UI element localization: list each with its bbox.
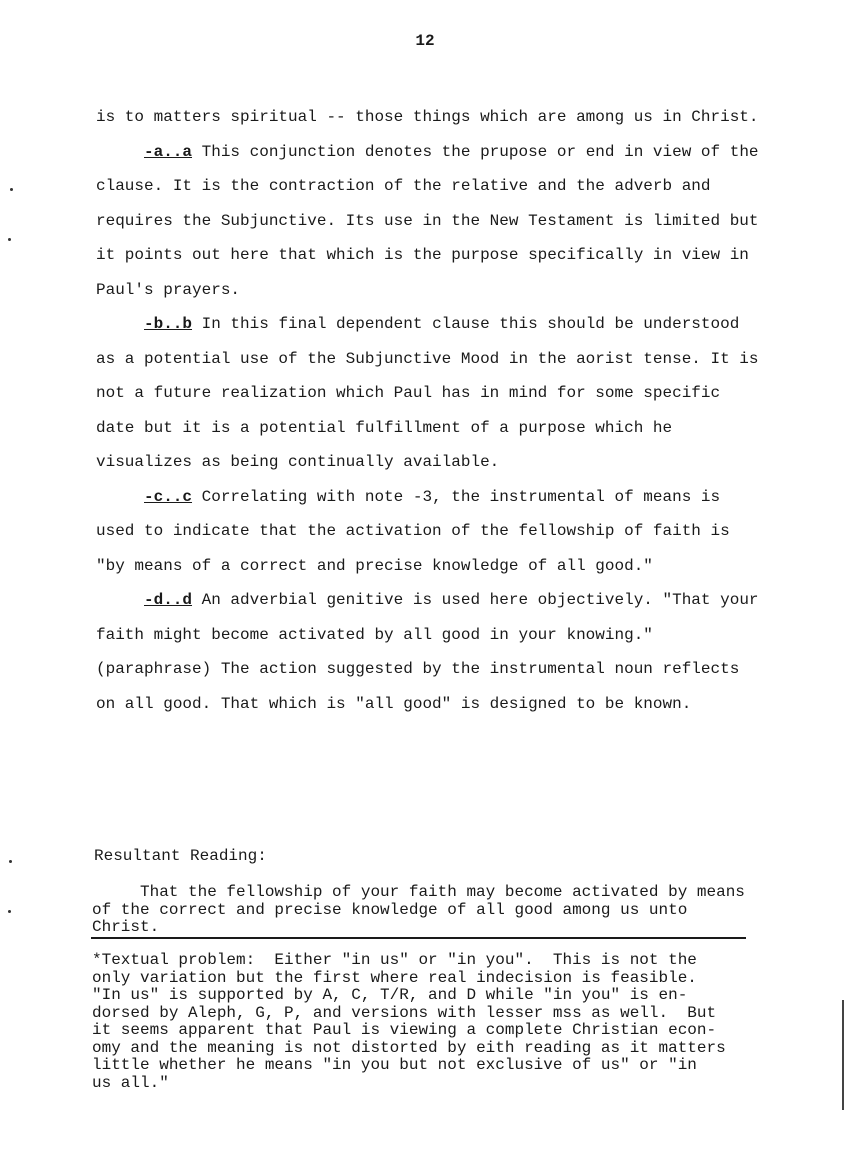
intro-paragraph: is to matters spiritual -- those things which are among us in Christ. (96, 108, 759, 126)
page-number: 12 (415, 32, 435, 50)
note-a-text: This conjunction denotes the prupose or end in view of the clause. It is the contraction of the relative and the adverb and requires the Subjunctive. Its use in the New Testament is limited but it points out here that which is the purpose specifically in view in Paul's prayers. (96, 142, 759, 299)
margin-mark (9, 860, 12, 863)
body-text (96, 100, 764, 721)
resultant-heading: Resultant Reading: (94, 847, 267, 865)
resultant-reading-text: That the fellowship of your faith may become activated by means of the correct and precise knowledge of all good among us unto Christ. (92, 883, 745, 936)
note-c-text: Correlating with note -3, the instrumental of means is used to indicate that the activation of the fellowship of faith is "by means of a correct and precise knowledge of all good." (96, 487, 730, 575)
scan-edge-line (842, 1000, 844, 1110)
note-c-marker: -c..c (144, 487, 193, 506)
note-a-marker: -a..a (144, 142, 193, 161)
margin-mark (10, 188, 13, 191)
margin-mark (8, 910, 11, 913)
note-d-marker: -d..d (144, 591, 193, 609)
note-c-paragraph (96, 480, 764, 584)
footnote-divider (91, 937, 746, 939)
note-b-marker: -b..b (144, 315, 193, 333)
note-a-paragraph (96, 135, 764, 308)
note-b-paragraph (96, 307, 764, 480)
margin-mark (8, 238, 11, 241)
note-d-text: An adverbial genitive is used here objectively. "That your faith might become activated by all good in your knowing." (paraphrase) The action suggested by the instrumental noun reflects on all good. That which is "all good" is designed to be known. (96, 591, 759, 713)
note-b-text: In this final dependent clause this should be understood as a potential use of the Subjunctive Mood in the aorist tense. It is not a future realization which Paul has in mind for some specific date but it is a potential fulfillment of a purpose which he visualizes as being continually available. (96, 315, 759, 471)
note-d-paragraph (96, 583, 764, 721)
textual-problem-footnote: *Textual problem: Either "in us" or "in you". This is not the only variation but the first where real indecision is feasible. "In us" is supported by A, C, T/R, and D while "in you" is en- dorsed by Aleph, G, P, and versions with lesser mss as well. But it seems apparent that Paul is viewing a complete Christian econ- omy and the meaning is not distorted by eith reading as it matters little whether he means "in you but not exclusive of us" or "in us all." (92, 951, 726, 1092)
